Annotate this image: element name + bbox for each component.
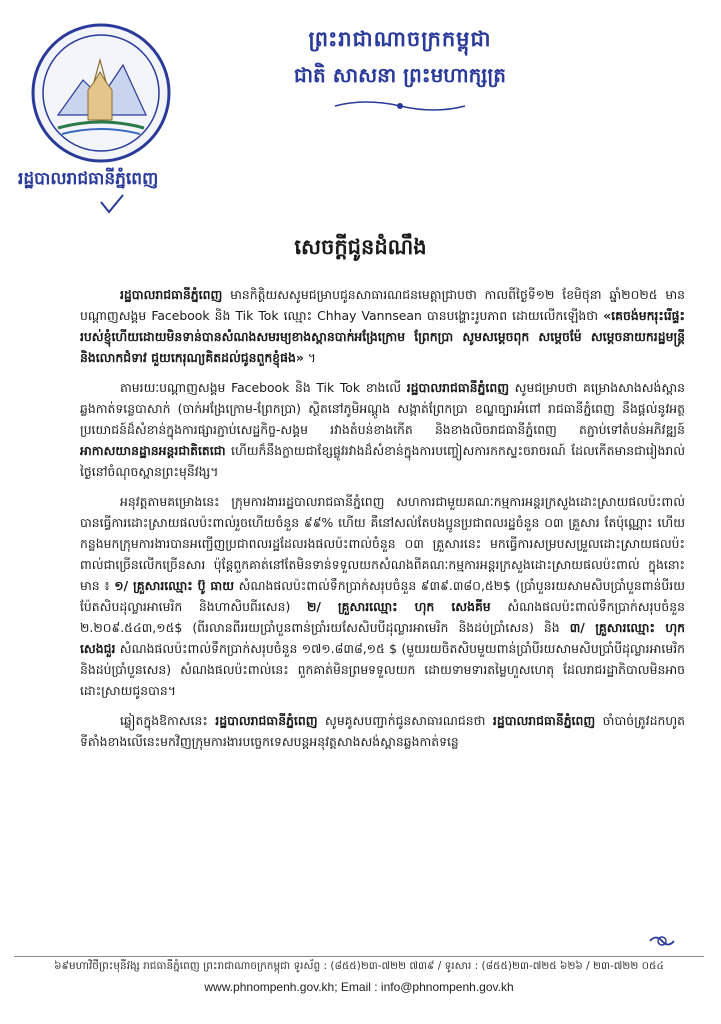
page-mark-icon (648, 932, 676, 950)
paragraph-text: សូមជម្រាបថា គម្រោងសាងសង់ស្ពានឆ្លងកាត់ទន្លេបាសាក់ (ចាក់អង្រែក្រោម-ព្រែកប្រា) ស្ថិតនៅភូមិអណ្ដូង សង្កាត់ព្រែកប្រា ខណ្ឌច្បារអំពៅ រាជធានីភ្នំពេញ នឹងផ្ដល់នូវអត្ថប្រយោជន៍ដ៏សំខាន់ក្នុងការផ្សារភ្ជាប់សេដ្ឋកិច្ច-សង្គម រវាងតំបន់ខាងកើត និងខាងលិចរាជធានីភ្នំពេញ តភ្ជាប់ទៅតំបន់អភិវឌ្ឍន៍ (80, 380, 686, 437)
quoted-post: «គេចង់មករុះរើផ្ទះរបស់ខ្ញុំហើយដោយមិនទាន់បានសំណងសមរម្យខាងស្ពានបាក់អង្រែក្រោម ព្រែកប្រា សូមសម្ដេចពុក សម្ដេចម៉ែ សម្ដេចនាយករដ្ឋមន្ត្រី និងលោកជំទាវ ជួយកេរុណ្យគិតដល់ជូនពួកខ្ញុំផង» (80, 308, 685, 365)
paragraph-text: មានកិត្តិយសសូមជម្រាបជូនសាធារណជនមេត្តាជ្រាបថា កាលពីថ្ងៃទី១២ ខែមិថុនា ឆ្នាំ២០២៥ មានបណ្ដាញសង្គម Facebook និង Tik Tok ឈ្មោះ Chhay Vannsean បានបង្ហោះរូបភាព ដោយលើកឡើងថា (80, 287, 685, 323)
family-3-label: ៣/ គ្រួសារឈ្មោះ ហុក សេងជួរ (80, 620, 685, 656)
paragraph-2 (80, 377, 685, 482)
document-body (80, 284, 685, 761)
org-name-bold: រដ្ឋបាលរាជធានីភ្នំពេញ (120, 287, 223, 302)
ornament-divider-icon (330, 96, 470, 116)
organization-name: រដ្ឋបាលរាជធានីភ្នំពេញ (18, 169, 159, 189)
paragraph-text: ។ (303, 350, 316, 365)
paragraph-4 (80, 710, 685, 752)
paragraph-text: ឆ្លៀតក្នុងឱកាសនេះ (120, 713, 216, 728)
family-2-label: ២/ គ្រួសារឈ្មោះ ហុក សេងគីម (306, 599, 491, 614)
document-title: សេចក្ដីជូនដំណឹង (294, 234, 427, 259)
paragraph-text: សូមគូសបញ្ជាក់ជូនសាធារណជនថា (317, 713, 493, 728)
paragraph-1 (80, 284, 685, 368)
footer-address: ៦៩មហាវិថីព្រះមុនីវង្ស រាជធានីភ្នំពេញ ព្រះរាជាណាចក្រកម្ពុជា ទូរស័ព្ទ : (៨៥៥)២៣-៧២២ ៧៣៩ / ទូរសារ : (៨៥៥)២៣-៧២៥ ៦២៦ / ២៣-៧២២ ០៥៤ (54, 960, 664, 972)
paragraph-3 (80, 491, 685, 701)
family-1-text: សំណងផលប៉ះពាល់ទឹកប្រាក់សរុបចំនួន ៩៣៩.៣៨០,៥២$ (ប្រាំបួនរយសាមសិបប្រាំបួនពាន់បីរយប៉ែតសិបដុល្លារអាមេរិក និងហាសិបពីរសេន) (80, 578, 685, 614)
seal-emblem-icon (28, 20, 174, 166)
family-2-text: សំណងផលប៉ះពាល់ទឹកប្រាក់សរុបចំនួន ២.២០៩.៥៤៣,១៥$ (ពីរលានពីររយប្រាំបួនពាន់ប្រាំរយសែសិបបីដុល្លារអាមេរិក និងដប់ប្រាំសេន) និង (80, 599, 685, 635)
checkmark-signature-icon (98, 192, 126, 216)
kingdom-motto-line1: ព្រះរាជាណាចក្រកម្ពុជា (308, 26, 492, 51)
footer-website-email: www.phnompenh.gov.kh; Email : info@phnompenh.gov.kh (204, 980, 514, 994)
paragraph-text: អនុវត្តតាមគម្រោងនេះ ក្រុមការងាររដ្ឋបាលរាជធានីភ្នំពេញ សហការជាមួយគណៈកម្មការអន្តរក្រសួងដោះស្រាយផលប៉ះពាល់ បានធ្វើការដោះស្រាយផលប៉ះពាល់រួចហើយចំនួន ៩៩% ហើយ គឺនៅសល់តែបងប្អូនប្រជាពលរដ្ឋចំនួន ០៣ គ្រួសារ តែប៉ុណ្ណោះ ហើយកន្លងមកក្រុមការងារបានអញ្ជើញប្រជាពលរដ្ឋដែលរងផលប៉ះពាល់ចំនួន ០៣ គ្រួសារនេះ មកធ្វើការសម្របសម្រួលដោះស្រាយផលប៉ះពាល់ជាច្រើនលើកច្រើនសារ ប៉ុន្តែពួកគាត់នៅតែមិនទាន់ទទួលយកសំណងពីគណៈកម្មការអន្តរក្រសួងដោះស្រាយផលប៉ះពាល់ ក្នុងនោះមាន ៖ (80, 494, 685, 593)
paragraph-text: ហើយក៏នឹងក្លាយជាខ្សែផ្លូវរវាងដ៏សំខាន់ក្នុងការបញ្ចៀសការកកស្ទះចរាចរណ៍ ដែលកើតមានជារៀងរាល់ថ្ងៃនៅចំណុចស្ពានព្រះមុនីវង្ស។ (80, 443, 685, 479)
org-name-bold: រដ្ឋបាលរាជធានីភ្នំពេញ (406, 380, 509, 395)
family-1-label: ១/ គ្រួសារឈ្មោះ ប៊ូ ធាយ (114, 578, 235, 593)
family-3-text: សំណងផលប៉ះពាល់ទឹកប្រាក់សរុបចំនួន ១៧១.៨៣៨,១៥ $ (មួយរយចិតសិបមួយពាន់ប្រាំបីរយសាមសិបប្រាំបីដុល្លារអាមេរិក និងដប់ប្រាំបួនសេន) សំណងផលប៉ះពាល់នេះ ពួកគាត់មិនព្រមទទួលយក ដោយទាមទារតម្លៃហួសហេតុ ដែលរាជរដ្ឋាភិបាលមិនអាចដោះស្រាយជូនបាន។ (80, 641, 685, 698)
paragraph-text: តាមរយៈបណ្ដាញសង្គម Facebook និង Tik Tok ខាងលើ (120, 380, 407, 395)
paragraph-text: ចាំបាច់ត្រូវដកហូតទីតាំងខាងលើនេះមកវិញក្រុមការងារបច្ចេកទេសបន្តអនុវត្តសាងសង់ស្ពានឆ្លងកាត់ទន្លេ (80, 713, 685, 749)
org-name-bold: រដ្ឋបាលរាជធានីភ្នំពេញ (492, 713, 596, 728)
footer-divider (14, 956, 704, 957)
airport-name-bold: អាកាសយានដ្ឋានអន្តរជាតិតេជោ (80, 443, 226, 458)
kingdom-motto-line2: ជាតិ សាសនា ព្រះមហាក្សត្រ (294, 63, 506, 87)
org-name-bold: រដ្ឋបាលរាជធានីភ្នំពេញ (215, 713, 318, 728)
